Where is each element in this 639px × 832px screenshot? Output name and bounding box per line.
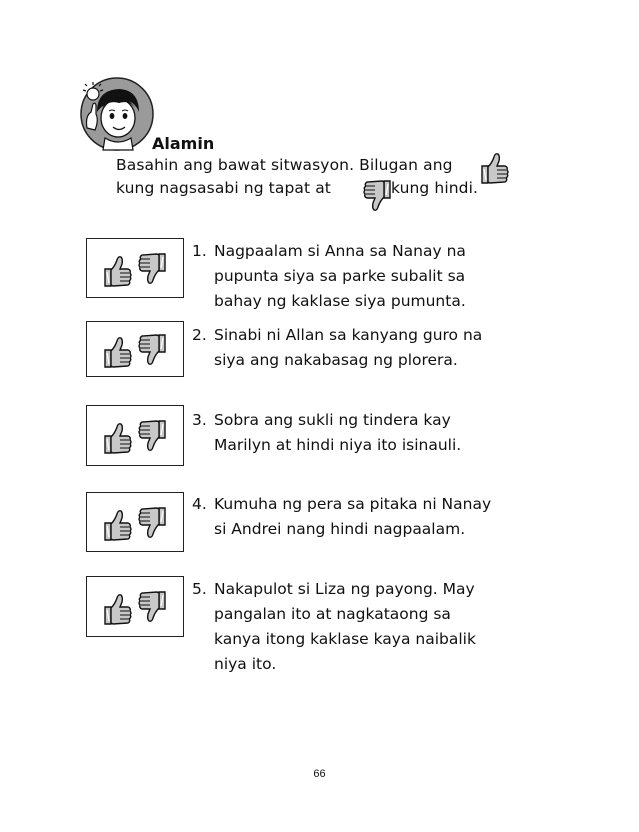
item-number: 3. xyxy=(192,411,207,429)
item-number: 2. xyxy=(192,326,207,344)
instruction-line-1: Basahin ang bawat sitwasyon. Bilugan ang xyxy=(116,156,453,174)
item-text: siya ang nakabasag ng plorera. xyxy=(214,351,458,369)
answer-box-5[interactable] xyxy=(86,576,184,637)
thumbs-up-icon[interactable] xyxy=(99,507,133,543)
list-item xyxy=(192,239,466,314)
item-text: Sobra ang sukli ng tindera kay xyxy=(214,411,451,429)
instruction-line-2-start: kung nagsasabi ng tapat at xyxy=(116,179,331,197)
item-text: pangalan ito at nagkataong sa xyxy=(214,605,451,623)
thumbs-up-icon xyxy=(476,150,510,186)
item-text: Nakapulot si Liza ng payong. May xyxy=(214,580,475,598)
answer-box-3[interactable] xyxy=(86,405,184,466)
item-text: kanya itong kaklase kaya naibalik xyxy=(214,630,476,648)
thumbs-up-icon[interactable] xyxy=(99,420,133,456)
instruction-line-2-end: kung hindi. xyxy=(390,179,479,197)
section-title: Alamin xyxy=(152,134,215,153)
list-item xyxy=(192,323,482,373)
thumbs-down-icon[interactable] xyxy=(137,505,171,541)
thumbs-down-icon[interactable] xyxy=(137,251,171,287)
item-number: 5. xyxy=(192,580,207,598)
thumbs-down-icon[interactable] xyxy=(137,332,171,368)
thumbs-up-icon[interactable] xyxy=(99,591,133,627)
item-text: Marilyn at hindi niya ito isinauli. xyxy=(214,436,462,454)
item-number: 4. xyxy=(192,495,207,513)
child-idea-icon xyxy=(79,76,155,152)
thumbs-down-icon xyxy=(362,178,396,214)
answer-box-4[interactable] xyxy=(86,492,184,552)
thumbs-down-icon[interactable] xyxy=(137,418,171,454)
list-item xyxy=(192,577,476,677)
item-text: pupunta siya sa parke subalit sa xyxy=(214,267,466,285)
item-text: niya ito. xyxy=(214,655,277,673)
answer-box-1[interactable] xyxy=(86,238,184,298)
list-item xyxy=(192,492,491,542)
item-text: bahay ng kaklase siya pumunta. xyxy=(214,292,466,310)
answer-box-2[interactable] xyxy=(86,321,184,377)
item-text: si Andrei nang hindi nagpaalam. xyxy=(214,520,466,538)
page-number: 66 xyxy=(313,768,326,780)
item-text: Nagpaalam si Anna sa Nanay na xyxy=(214,242,466,260)
item-number: 1. xyxy=(192,242,207,260)
thumbs-up-icon[interactable] xyxy=(99,334,133,370)
item-text: Sinabi ni Allan sa kanyang guro na xyxy=(214,326,483,344)
item-text: Kumuha ng pera sa pitaka ni Nanay xyxy=(214,495,492,513)
list-item xyxy=(192,408,461,458)
instruction-line-2 xyxy=(116,179,478,197)
thumbs-down-icon[interactable] xyxy=(137,589,171,625)
thumbs-up-icon[interactable] xyxy=(99,253,133,289)
